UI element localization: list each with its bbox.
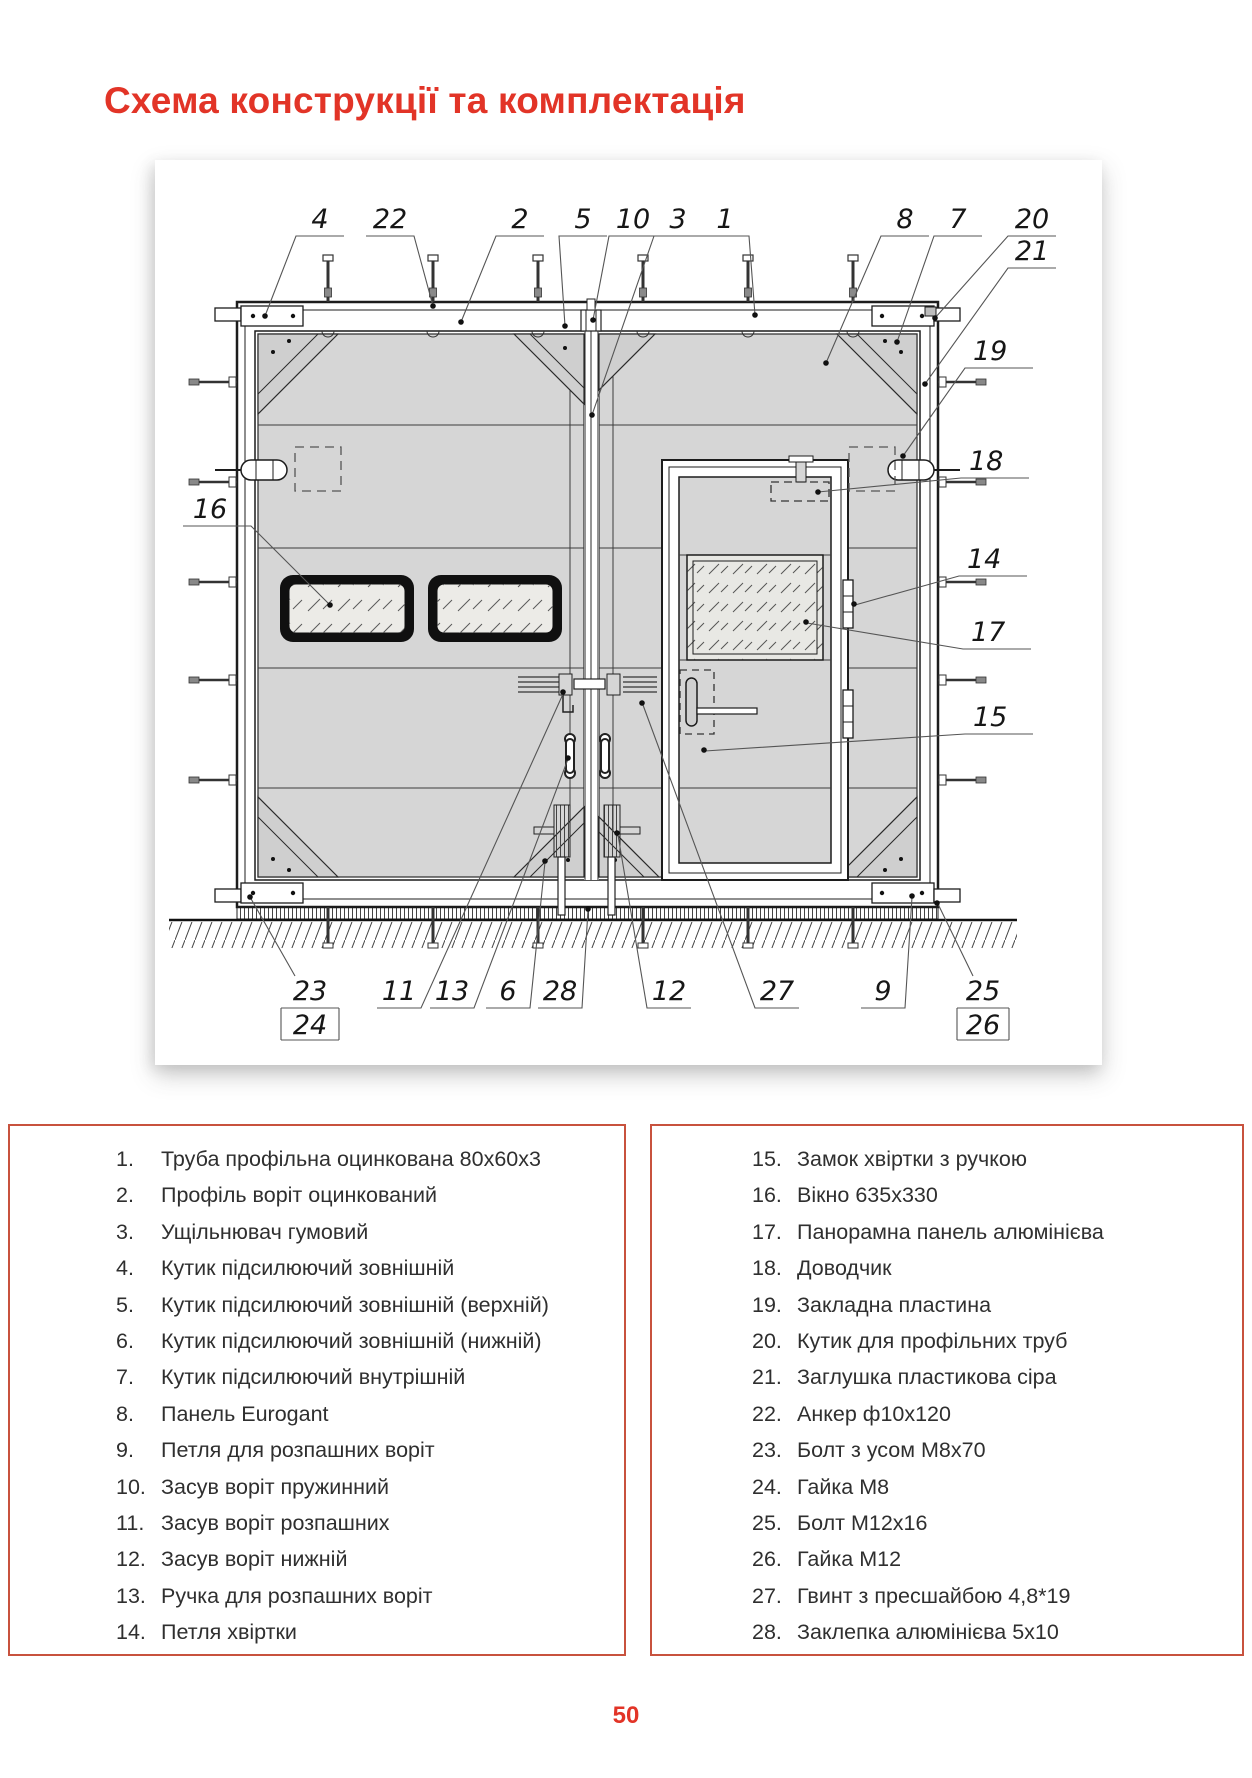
ground — [169, 907, 1017, 948]
page-title: Схема конструкції та комплектація — [104, 80, 746, 121]
svg-text:15: 15 — [973, 702, 1008, 733]
svg-text:28: 28 — [542, 976, 578, 1007]
part-text: Кутик підсилюючий зовнішній (верхній) — [161, 1292, 549, 1317]
svg-text:6: 6 — [499, 976, 517, 1007]
svg-text:21: 21 — [1014, 236, 1050, 267]
part-item — [752, 1323, 1242, 1359]
part-number: 1. — [116, 1147, 134, 1171]
diagram-card — [155, 160, 1102, 1065]
part-text: Петля для розпашних воріт — [161, 1438, 435, 1463]
part-number: 16. — [752, 1183, 782, 1208]
part-text: Болт з усом М8х70 — [797, 1438, 986, 1463]
part-item — [752, 1214, 1242, 1250]
part-item — [116, 1396, 624, 1432]
part-number: 12. — [116, 1547, 146, 1572]
part-text: Заглушка пластикова сіра — [797, 1365, 1057, 1390]
part-item — [116, 1541, 624, 1577]
part-text: Гайка М12 — [797, 1547, 902, 1572]
part-text: Ущільнювач гумовий — [161, 1219, 369, 1244]
part-number: 9. — [116, 1438, 134, 1463]
part-item — [752, 1287, 1242, 1323]
svg-text:1: 1 — [716, 204, 734, 235]
part-number: 3. — [116, 1219, 134, 1244]
svg-text:8: 8 — [896, 204, 914, 235]
svg-text:27: 27 — [759, 976, 795, 1007]
svg-text:20: 20 — [1014, 204, 1050, 235]
part-text: Болт М12х16 — [797, 1511, 928, 1536]
svg-text:11: 11 — [381, 976, 417, 1007]
part-item — [752, 1505, 1242, 1541]
svg-text:7: 7 — [949, 204, 967, 235]
left-anchors — [189, 377, 237, 785]
part-number: 26. — [752, 1547, 782, 1572]
part-text: Анкер ф10х120 — [797, 1401, 951, 1426]
svg-text:9: 9 — [874, 976, 892, 1007]
part-item — [752, 1614, 1242, 1650]
svg-text:4: 4 — [311, 204, 329, 235]
part-text: Засув воріт розпашних — [161, 1511, 390, 1536]
part-text: Ручка для розпашних воріт — [161, 1583, 433, 1608]
part-item — [116, 1432, 624, 1468]
part-item — [116, 1177, 624, 1213]
part-text: Панель Eurogant — [161, 1401, 329, 1426]
part-item — [116, 1323, 624, 1359]
part-number: 15. — [752, 1147, 782, 1171]
part-item — [116, 1287, 624, 1323]
part-item — [752, 1250, 1242, 1286]
svg-text:10: 10 — [615, 204, 651, 235]
part-item — [752, 1432, 1242, 1468]
svg-text:23: 23 — [292, 976, 328, 1007]
part-text: Вікно 635х330 — [797, 1183, 938, 1208]
part-item — [116, 1141, 624, 1177]
part-item — [116, 1469, 624, 1505]
part-number: 11. — [116, 1511, 145, 1536]
part-number: 4. — [116, 1256, 134, 1281]
svg-text:17: 17 — [971, 617, 1006, 648]
part-item — [752, 1177, 1242, 1213]
part-text: Замок хвіртки з ручкою — [797, 1147, 1027, 1171]
wicket-door — [662, 456, 853, 880]
callout-25-26 — [934, 900, 1009, 1041]
gate-handle — [601, 739, 609, 773]
callout-22 — [366, 204, 436, 309]
part-text: Труба профільна оцинкована 80х60х3 — [161, 1147, 541, 1171]
part-text: Профіль воріт оцинкований — [161, 1183, 438, 1208]
svg-text:26: 26 — [965, 1010, 1001, 1041]
svg-text:19: 19 — [973, 336, 1008, 367]
part-text: Кутик підсилюючий зовнішній — [161, 1256, 455, 1281]
part-text: Гвинт з пресшайбою 4,8*19 — [797, 1583, 1071, 1608]
part-number: 10. — [116, 1474, 146, 1499]
page-number: 50 — [612, 1702, 640, 1729]
part-text: Заклепка алюмінієва 5х10 — [797, 1620, 1059, 1645]
part-item — [752, 1359, 1242, 1395]
part-number: 23. — [752, 1438, 782, 1463]
part-number: 28. — [752, 1620, 782, 1645]
part-number: 14. — [116, 1620, 146, 1645]
part-number: 25. — [752, 1511, 782, 1536]
svg-text:18: 18 — [969, 446, 1004, 477]
parts-list-right-items — [652, 1126, 1242, 1651]
wicket-hinge — [843, 690, 853, 738]
part-text: Панорамна панель алюмінієва — [797, 1219, 1104, 1244]
svg-text:24: 24 — [292, 1010, 328, 1041]
part-number: 2. — [116, 1183, 134, 1208]
parts-list-left — [8, 1124, 626, 1656]
gate-schematic — [155, 160, 1102, 1065]
svg-text:2: 2 — [511, 204, 529, 235]
svg-text:13: 13 — [434, 976, 470, 1007]
part-number: 19. — [752, 1292, 782, 1317]
svg-text:16: 16 — [192, 494, 228, 525]
part-item — [752, 1541, 1242, 1577]
part-item — [752, 1578, 1242, 1614]
part-text: Петля хвіртки — [161, 1620, 297, 1645]
svg-text:22: 22 — [372, 204, 408, 235]
part-number: 17. — [752, 1219, 782, 1244]
part-item — [116, 1214, 624, 1250]
part-number: 7. — [116, 1365, 134, 1390]
part-number: 8. — [116, 1401, 134, 1426]
part-text: Кутик для профільних труб — [797, 1329, 1068, 1354]
part-number: 22. — [752, 1401, 782, 1426]
parts-list-right — [650, 1124, 1244, 1656]
part-text: Доводчик — [797, 1256, 892, 1281]
callout-28 — [538, 906, 591, 1008]
part-number: 20. — [752, 1329, 782, 1354]
part-number: 21. — [752, 1365, 782, 1390]
part-item — [116, 1250, 624, 1286]
svg-text:3: 3 — [669, 204, 687, 235]
part-number: 5. — [116, 1292, 134, 1317]
part-number: 18. — [752, 1256, 782, 1281]
part-item — [752, 1141, 1242, 1177]
svg-text:14: 14 — [967, 544, 1002, 575]
part-item — [752, 1396, 1242, 1432]
part-item — [752, 1469, 1242, 1505]
part-text: Гайка М8 — [797, 1474, 890, 1499]
part-number: 13. — [116, 1583, 146, 1608]
part-item — [116, 1578, 624, 1614]
part-number: 24. — [752, 1474, 782, 1499]
part-text: Засув воріт пружинний — [161, 1474, 390, 1499]
parts-list-left-items — [10, 1126, 624, 1651]
part-item — [116, 1505, 624, 1541]
svg-text:25: 25 — [965, 976, 1001, 1007]
svg-text:5: 5 — [574, 204, 592, 235]
part-number: 6. — [116, 1329, 134, 1354]
part-text: Засув воріт нижній — [161, 1547, 348, 1572]
part-item — [116, 1614, 624, 1650]
svg-text:12: 12 — [651, 976, 687, 1007]
part-item — [116, 1359, 624, 1395]
part-text: Закладна пластина — [797, 1292, 992, 1317]
part-text: Кутик підсилюючий зовнішній (нижній) — [161, 1329, 542, 1354]
part-text: Кутик підсилюючий внутрішній — [161, 1365, 466, 1390]
part-number: 27. — [752, 1583, 782, 1608]
